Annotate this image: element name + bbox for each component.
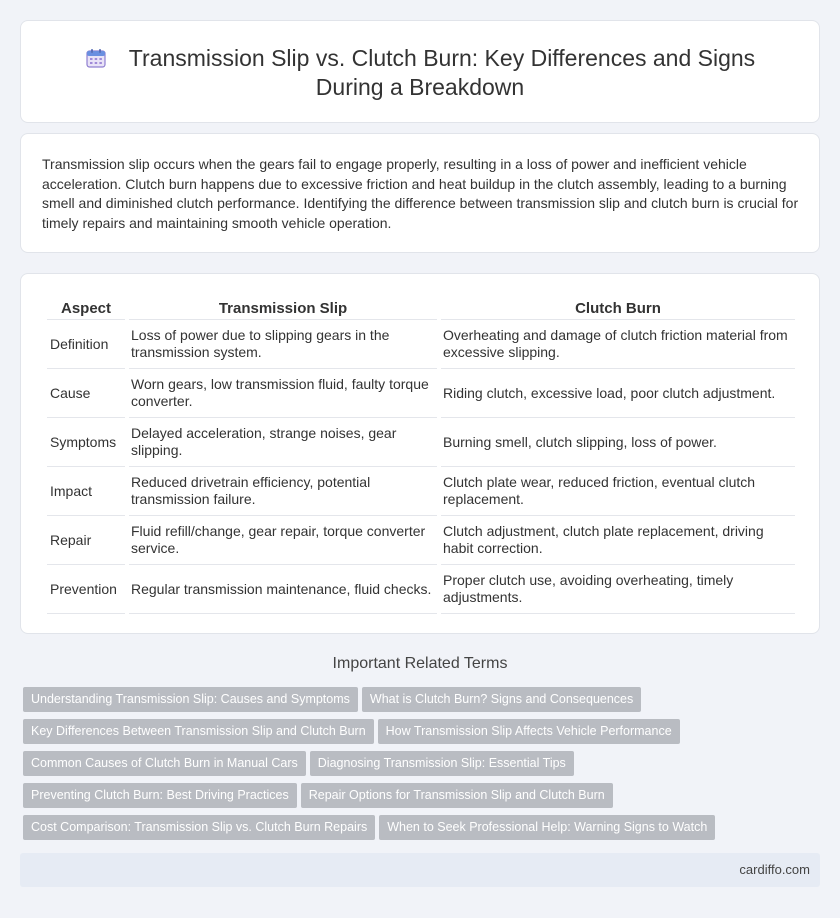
table-header-row xyxy=(47,296,795,320)
table-row xyxy=(47,565,795,614)
related-term-tag[interactable]: What is Clutch Burn? Signs and Consequences xyxy=(362,687,641,712)
aspect-cell: Prevention xyxy=(47,565,125,614)
comparison-card xyxy=(20,273,820,634)
aspect-cell: Definition xyxy=(47,320,125,369)
related-terms-list xyxy=(23,687,743,847)
intro-card xyxy=(20,133,820,253)
aspect-cell: Impact xyxy=(47,467,125,516)
comparison-table xyxy=(43,296,799,614)
title-line-1: Transmission Slip vs. Clutch Burn: Key Differences and Signs xyxy=(128,45,756,71)
related-term-tag[interactable]: Preventing Clutch Burn: Best Driving Practices xyxy=(23,783,297,808)
calendar-icon xyxy=(85,47,107,69)
transmission-slip-cell: Regular transmission maintenance, fluid checks. xyxy=(129,565,437,614)
transmission-slip-cell: Worn gears, low transmission fluid, faulty torque converter. xyxy=(129,369,437,418)
table-row xyxy=(47,320,795,369)
clutch-burn-cell: Clutch plate wear, reduced friction, eventual clutch replacement. xyxy=(441,467,795,516)
title-card xyxy=(20,20,820,123)
clutch-burn-cell: Proper clutch use, avoiding overheating, timely adjustments. xyxy=(441,565,795,614)
related-term-tag[interactable]: Diagnosing Transmission Slip: Essential Tips xyxy=(310,751,574,776)
related-term-tag[interactable]: Cost Comparison: Transmission Slip vs. Clutch Burn Repairs xyxy=(23,815,375,840)
related-term-tag[interactable]: Repair Options for Transmission Slip and Clutch Burn xyxy=(301,783,613,808)
related-term-tag[interactable]: Understanding Transmission Slip: Causes and Symptoms xyxy=(23,687,358,712)
header-clutch-burn: Clutch Burn xyxy=(441,296,795,320)
header-aspect: Aspect xyxy=(47,296,125,320)
related-terms-heading: Important Related Terms xyxy=(332,655,508,672)
related-term-tag[interactable]: When to Seek Professional Help: Warning Signs to Watch xyxy=(379,815,715,840)
related-term-tag[interactable]: Common Causes of Clutch Burn in Manual Cars xyxy=(23,751,306,776)
page-title xyxy=(21,44,819,102)
clutch-burn-cell: Riding clutch, excessive load, poor clutch adjustment. xyxy=(441,369,795,418)
footer xyxy=(20,853,820,887)
clutch-burn-cell: Burning smell, clutch slipping, loss of power. xyxy=(441,418,795,467)
transmission-slip-cell: Fluid refill/change, gear repair, torque converter service. xyxy=(129,516,437,565)
table-row xyxy=(47,516,795,565)
table-row xyxy=(47,418,795,467)
aspect-cell: Cause xyxy=(47,369,125,418)
aspect-cell: Repair xyxy=(47,516,125,565)
clutch-burn-cell: Overheating and damage of clutch friction material from excessive slipping. xyxy=(441,320,795,369)
site-name[interactable]: cardiffo.com xyxy=(739,862,810,877)
related-term-tag[interactable]: Key Differences Between Transmission Slip and Clutch Burn xyxy=(23,719,374,744)
title-line-2: During a Breakdown xyxy=(315,74,525,100)
transmission-slip-cell: Delayed acceleration, strange noises, gear slipping. xyxy=(129,418,437,467)
clutch-burn-cell: Clutch adjustment, clutch plate replacement, driving habit correction. xyxy=(441,516,795,565)
aspect-cell: Symptoms xyxy=(47,418,125,467)
intro-paragraph: Transmission slip occurs when the gears fail to engage properly, resulting in a loss of power and inefficient vehicle acceleration. Clutch burn happens due to excessive friction and heat buildup in the clutch assembly, leading to a burning smell and diminished clutch performance. Identifying the difference between transmission slip and clutch burn is crucial for timely repairs and maintaining smooth vehicle operation. xyxy=(42,156,799,231)
related-term-tag[interactable]: How Transmission Slip Affects Vehicle Performance xyxy=(378,719,680,744)
transmission-slip-cell: Reduced drivetrain efficiency, potential transmission failure. xyxy=(129,467,437,516)
table-row xyxy=(47,467,795,516)
header-transmission-slip: Transmission Slip xyxy=(129,296,437,320)
transmission-slip-cell: Loss of power due to slipping gears in the transmission system. xyxy=(129,320,437,369)
table-row xyxy=(47,369,795,418)
